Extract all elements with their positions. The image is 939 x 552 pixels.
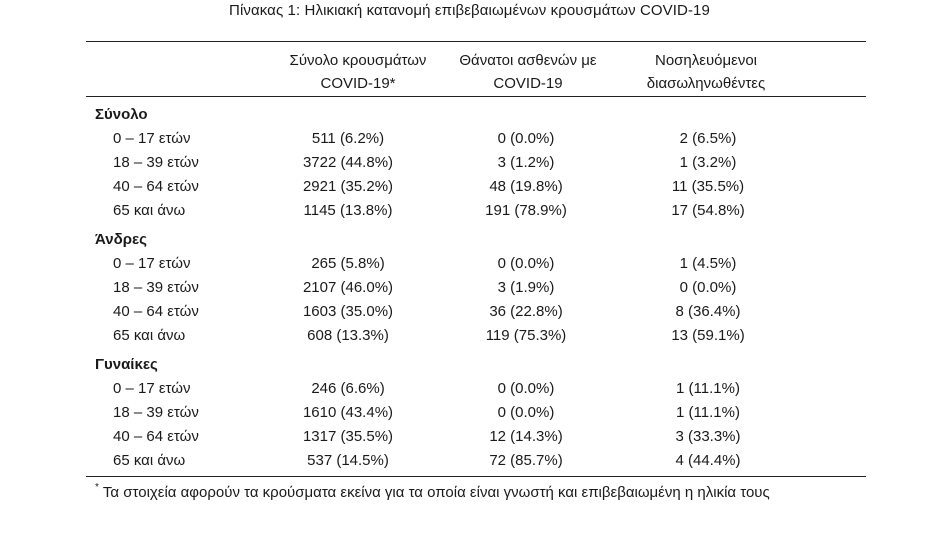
column-header-line: Σύνολο κρουσμάτων <box>289 52 427 69</box>
table-bottom-rule <box>86 476 866 477</box>
intubated-cell: 2 (6.5%) <box>679 130 737 147</box>
table-top-rule <box>86 41 866 42</box>
deaths-cell: 48 (19.8%) <box>489 178 563 195</box>
column-header-line: COVID-19 <box>493 75 563 92</box>
cases-cell: 265 (5.8%) <box>311 255 385 272</box>
deaths-cell: 12 (14.3%) <box>489 428 563 445</box>
cases-cell: 2107 (46.0%) <box>302 279 394 296</box>
intubated-cell: 4 (44.4%) <box>675 452 741 469</box>
cases-cell: 2921 (35.2%) <box>302 178 394 195</box>
age-range-cell: 40 – 64 ετών <box>113 178 199 195</box>
table-row <box>0 452 939 474</box>
table-row <box>0 154 939 176</box>
deaths-cell: 3 (1.2%) <box>497 154 555 171</box>
deaths-cell: 72 (85.7%) <box>489 452 563 469</box>
cases-cell: 511 (6.2%) <box>311 130 385 147</box>
cases-cell: 1317 (35.5%) <box>302 428 394 445</box>
column-header-line: Θάνατοι ασθενών με <box>459 52 597 69</box>
deaths-cell: 191 (78.9%) <box>485 202 567 219</box>
intubated-cell: 1 (3.2%) <box>679 154 737 171</box>
footnote-text: Τα στοιχεία αφορούν τα κρούσματα εκείνα για τα οποία είναι γνωστή και επιβεβαιωμένη η ηλικία τους <box>102 484 770 501</box>
group-label-men: Άνδρες <box>95 231 147 248</box>
column-header-intubated <box>606 49 806 95</box>
age-range-cell: 65 και άνω <box>113 202 186 219</box>
age-range-cell: 18 – 39 ετών <box>113 279 199 296</box>
cases-cell: 537 (14.5%) <box>307 452 389 469</box>
column-header-line: Νοσηλευόμενοι <box>654 52 757 69</box>
cases-cell: 246 (6.6%) <box>311 380 385 397</box>
column-header-line: COVID-19* <box>320 75 396 92</box>
intubated-cell: 13 (59.1%) <box>671 327 745 344</box>
deaths-cell: 119 (75.3%) <box>485 327 567 344</box>
cases-cell: 3722 (44.8%) <box>302 154 394 171</box>
age-range-cell: 18 – 39 ετών <box>113 154 199 171</box>
table-row <box>0 202 939 224</box>
table-footnote <box>95 482 770 501</box>
deaths-cell: 0 (0.0%) <box>497 404 555 421</box>
intubated-cell: 8 (36.4%) <box>675 303 741 320</box>
cases-cell: 608 (13.3%) <box>307 327 389 344</box>
group-label-women: Γυναίκες <box>95 356 158 373</box>
age-range-cell: 0 – 17 ετών <box>113 255 191 272</box>
intubated-cell: 1 (11.1%) <box>676 404 740 421</box>
age-range-cell: 40 – 64 ετών <box>113 303 199 320</box>
table-row <box>0 279 939 301</box>
deaths-cell: 3 (1.9%) <box>497 279 555 296</box>
intubated-cell: 1 (4.5%) <box>679 255 737 272</box>
group-label-total: Σύνολο <box>95 106 148 123</box>
table-header-rule <box>86 96 866 97</box>
table-row <box>0 327 939 349</box>
intubated-cell: 3 (33.3%) <box>675 428 741 445</box>
table-caption: Πίνακας 1: Ηλικιακή κατανομή επιβεβαιωμένων κρουσμάτων COVID-19 <box>229 2 710 19</box>
age-range-cell: 65 και άνω <box>113 327 186 344</box>
cases-cell: 1610 (43.4%) <box>302 404 394 421</box>
intubated-cell: 11 (35.5%) <box>671 178 745 195</box>
age-range-cell: 65 και άνω <box>113 452 186 469</box>
table-row <box>0 130 939 152</box>
column-header-deaths <box>428 49 628 95</box>
cases-cell: 1145 (13.8%) <box>303 202 393 219</box>
deaths-cell: 0 (0.0%) <box>497 380 555 397</box>
intubated-cell: 1 (11.1%) <box>676 380 740 397</box>
table-row <box>0 404 939 426</box>
deaths-cell: 0 (0.0%) <box>497 255 555 272</box>
table-row <box>0 428 939 450</box>
table-row <box>0 380 939 402</box>
column-header-line: διασωληνωθέντες <box>646 75 766 92</box>
table-row <box>0 255 939 277</box>
deaths-cell: 0 (0.0%) <box>497 130 555 147</box>
cases-cell: 1603 (35.0%) <box>302 303 394 320</box>
deaths-cell: 36 (22.8%) <box>489 303 563 320</box>
age-range-cell: 0 – 17 ετών <box>113 380 191 397</box>
intubated-cell: 0 (0.0%) <box>679 279 737 296</box>
table-row <box>0 303 939 325</box>
table-row <box>0 178 939 200</box>
intubated-cell: 17 (54.8%) <box>671 202 745 219</box>
footnote-mark: * <box>95 482 99 493</box>
age-range-cell: 40 – 64 ετών <box>113 428 199 445</box>
age-range-cell: 0 – 17 ετών <box>113 130 191 147</box>
age-range-cell: 18 – 39 ετών <box>113 404 199 421</box>
